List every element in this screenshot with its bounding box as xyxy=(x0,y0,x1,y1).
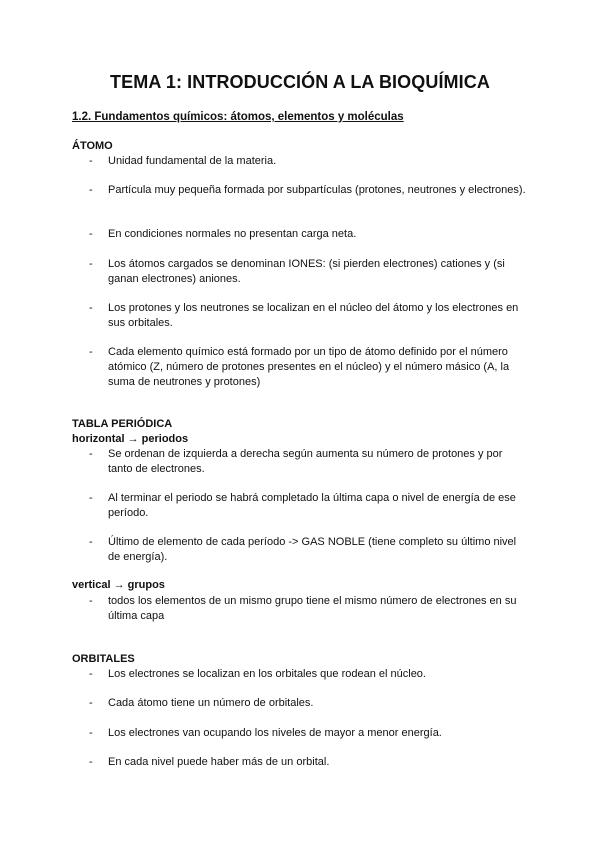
bullet-dash: - xyxy=(89,228,93,240)
bullet-dash: - xyxy=(89,184,93,196)
heading-vertical-grupos: vertical → grupos xyxy=(72,579,165,591)
list-item-text: Los electrones van ocupando los niveles de mayor a menor energía. xyxy=(108,727,442,739)
bullet-dash: - xyxy=(89,302,93,314)
list-item-text: todos los elementos de un mismo grupo tiene el mismo número de electrones en su última capa xyxy=(108,595,517,622)
bullet-dash: - xyxy=(89,258,93,270)
heading-tabla-periodica: TABLA PERIÓDICA xyxy=(72,418,173,430)
bullet-dash: - xyxy=(89,697,93,709)
bullet-dash: - xyxy=(89,668,93,680)
list-item-text: Cada elemento químico está formado por un tipo de átomo definido por el número atómico (Z, número de protones presentes en el núcleo) y el número másico (A, la suma de neutrones y protones) xyxy=(108,346,510,388)
list-item-text: Se ordenan de izquierda a derecha según aumenta su número de protones y por tanto de electrones. xyxy=(108,448,503,475)
heading-orbitales: ORBITALES xyxy=(72,653,135,665)
list-item-text: Los átomos cargados se denominan IONES: (si pierden electrones) cationes y (si ganan electrones) aniones. xyxy=(108,258,505,285)
list-item-text: Al terminar el periodo se habrá completado la última capa o nivel de energía de ese período. xyxy=(108,492,516,519)
list-item-text: Los electrones se localizan en los orbitales que rodean el núcleo. xyxy=(108,668,426,680)
bullet-dash: - xyxy=(89,492,93,504)
list-item-text: Último de elemento de cada período -> GAS NOBLE (tiene completo su último nivel de energía). xyxy=(108,536,517,563)
bullet-dash: - xyxy=(89,756,93,768)
bullet-dash: - xyxy=(89,346,93,358)
list-item-text: Los protones y los neutrones se localizan en el núcleo del átomo y los electrones en sus orbitales. xyxy=(108,302,519,329)
bullet-dash: - xyxy=(89,448,93,460)
bullet-dash: - xyxy=(89,727,93,739)
bullet-dash: - xyxy=(89,536,93,548)
bullet-dash: - xyxy=(89,595,93,607)
list-item-text: Partícula muy pequeña formada por subpartículas (protones, neutrones y electrones). xyxy=(108,184,526,196)
section-subtitle: 1.2. Fundamentos químicos: átomos, elementos y moléculas xyxy=(72,111,404,123)
list-item-text: En cada nivel puede haber más de un orbital. xyxy=(108,756,330,768)
list-item-text: En condiciones normales no presentan carga neta. xyxy=(108,228,357,240)
page-title: TEMA 1: INTRODUCCIÓN A LA BIOQUÍMICA xyxy=(110,72,490,92)
heading-atomo: ÁTOMO xyxy=(72,140,113,152)
list-item-text: Cada átomo tiene un número de orbitales. xyxy=(108,697,314,709)
heading-horizontal-periodos: horizontal → periodos xyxy=(72,433,189,445)
bullet-dash: - xyxy=(89,155,93,167)
list-item-text: Unidad fundamental de la materia. xyxy=(108,155,277,167)
